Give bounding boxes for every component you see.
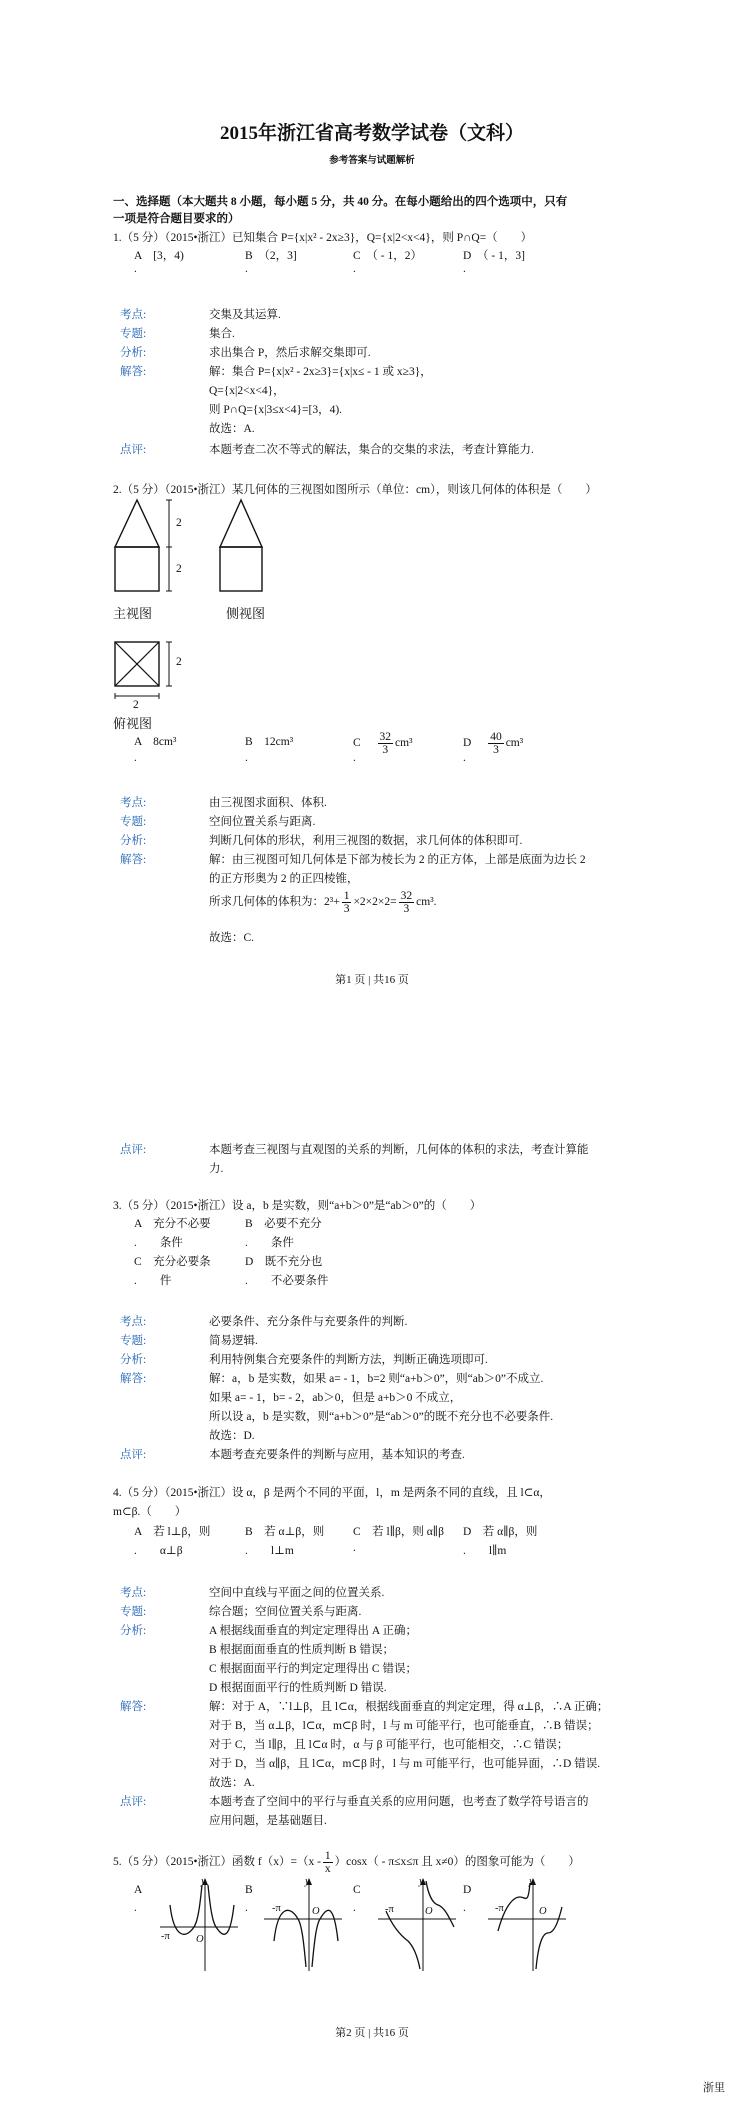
q2-volume-post: cm³.: [416, 896, 437, 909]
q2-side-view-figure: [218, 495, 278, 605]
q4-dianping-line2: 应用问题，是基础题目.: [209, 1815, 327, 1827]
q5-option-b-letter: B: [245, 1884, 253, 1896]
q2-front-dim-top: 2: [176, 517, 182, 529]
q4-jieda-line2: 对于 B，当 α⊥β，l⊂α，m⊂β 时，l 与 m 可能平行，也可能垂直，∴B 错误；: [209, 1720, 599, 1732]
q1-option-a: A [3，4): [134, 250, 184, 262]
front-view-triangle: [115, 500, 159, 547]
q2-top-view-label: 俯视图: [113, 717, 153, 732]
q4-fenxi-label: 分析:: [120, 1625, 147, 1637]
q4-fenxi-line1: A 根据线面垂直的判定定理得出 A 正确；: [209, 1625, 417, 1637]
q1-stem: 1.（5 分）（2015•浙江）已知集合 P={x|x² - 2x≥3}，Q={x|2<x<4}，则 P∩Q=（ ）: [113, 232, 533, 244]
q4-dianping-line1: 本题考查了空间中的平行与垂直关系的应用问题，也考查了数学符号语言的: [209, 1796, 589, 1808]
q2-option-c-fraction: [378, 731, 394, 756]
q4-jieda-line4: 对于 D，当 α∥β，且 l⊂α，m⊂β 时，l 与 m 可能平行，也可能异面，∴D 错误.: [209, 1758, 601, 1770]
q5-option-b-dot: .: [245, 1902, 248, 1914]
q4-option-c-line2: .: [353, 1542, 356, 1554]
q3-dianping: 本题考查充要条件的判断与应用，基本知识的考查.: [209, 1449, 465, 1461]
q5-stem-pre: 5.（5 分）（2015•浙江）函数 f（x）=（x -: [113, 1856, 321, 1869]
q2-dot-a: .: [134, 752, 137, 764]
q2-volume-den2: 3: [403, 903, 410, 915]
q2-jieda-line4: 故选：C.: [209, 932, 255, 944]
q2-dot-b: .: [245, 752, 248, 764]
q5-graph-c: [376, 1875, 458, 1975]
q4-stem-line1: 4.（5 分）（2015•浙江）设 α，β 是两个不同的平面，l，m 是两条不同的直线，且 l⊂α，: [113, 1487, 551, 1499]
q3-fenxi: 利用特例集合充要条件的判断方法，判断正确选项即可.: [209, 1354, 488, 1366]
q3-option-c-line2: . 件: [134, 1275, 172, 1287]
q2-kaodian: 由三视图求面积、体积.: [209, 797, 327, 809]
q3-option-c-line1: C 充分必要条: [134, 1256, 211, 1268]
q4-zhuanti: 综合题；空间位置关系与距离.: [209, 1606, 362, 1618]
graph-b-origin: O: [312, 1906, 320, 1917]
section-heading-line1: 一、选择题（本大题共 8 小题，每小题 5 分，共 40 分。在每小题给出的四个选项中，只有: [113, 196, 568, 208]
q3-kaodian: 必要条件、充分条件与充要条件的判断.: [209, 1316, 408, 1328]
side-view-square: [220, 547, 262, 591]
q3-kaodian-label: 考点:: [120, 1316, 147, 1328]
q5-graph-b: [262, 1875, 344, 1975]
q1-zhuanti: 集合.: [209, 328, 235, 340]
q1-option-d: D （ - 1，3]: [463, 250, 525, 262]
q1-jieda-line2: Q={x|2<x<4}，: [209, 385, 285, 397]
q5-option-d-letter: D: [463, 1884, 472, 1896]
q1-jieda-line3: 则 P∩Q={x|3≤x<4}=[3，4).: [209, 404, 343, 416]
q2-stem: 2.（5 分）（2015•浙江）某几何体的三视图如图所示（单位：cm），则该几何体的体积是（ ）: [113, 484, 597, 496]
q4-jieda-label: 解答:: [120, 1701, 147, 1713]
q1-dianping-label: 点评:: [120, 444, 147, 456]
graph-a-neg-pi: -π: [161, 1931, 170, 1942]
q4-fenxi-line2: B 根据面面垂直的性质判断 B 错误；: [209, 1644, 394, 1656]
q2-volume-frac1: [342, 890, 352, 915]
graph-d-origin: O: [539, 1906, 547, 1917]
q1-jieda-line4: 故选：A.: [209, 423, 255, 435]
q2-dianping-line1: 本题考查三视图与直观图的关系的判断，几何体的体积的求法，考查计算能: [209, 1144, 589, 1156]
q1-zhuanti-label: 专题:: [120, 328, 147, 340]
q4-option-d-line2: . l∥m: [463, 1545, 507, 1557]
q2-dot-d: .: [463, 752, 466, 764]
front-view-square: [115, 547, 159, 591]
side-view-triangle: [220, 500, 262, 547]
q2-jieda-label: 解答:: [120, 854, 147, 866]
q5-stem-fraction: [323, 1850, 333, 1875]
q2-volume-frac2: [399, 890, 415, 915]
q3-option-a-line2: . 条件: [134, 1237, 183, 1249]
page1-footer: 第1 页 | 共16 页: [335, 974, 409, 986]
q1-jieda-label: 解答:: [120, 366, 147, 378]
q1-kaodian-label: 考点:: [120, 309, 147, 321]
graph-c-origin: O: [425, 1906, 433, 1917]
corner-watermark: 浙里: [703, 2082, 725, 2094]
q2-zhuanti: 空间位置关系与距离.: [209, 816, 316, 828]
q4-dianping-label: 点评:: [120, 1796, 147, 1808]
q2-option-d-fraction: [488, 731, 504, 756]
q1-dot-a: .: [134, 263, 137, 275]
graph-b-y-label: y: [305, 1876, 310, 1887]
q1-dot-c: .: [353, 263, 356, 275]
q2-top-view-figure: [108, 638, 203, 718]
graph-c-left-branch: [386, 1911, 420, 1969]
q5-option-c-dot: .: [353, 1902, 356, 1914]
q2-jieda-line3: [209, 890, 437, 915]
q2-fenxi-label: 分析:: [120, 835, 147, 847]
q1-dot-d: .: [463, 263, 466, 275]
q3-jieda-line1: 解：a，b 是实数，如果 a= - 1，b=2 则“a+b＞0”，则“ab＞0”不成立.: [209, 1373, 544, 1385]
q2-option-d-num: 40: [490, 731, 502, 743]
q4-option-b-line1: B 若 α⊥β，则: [245, 1526, 325, 1538]
q3-jieda-line3: 所以设 a，b 是实数，则“a+b＞0”是“ab＞0”的既不充分也不必要条件.: [209, 1411, 554, 1423]
q4-jieda-line1: 解：对于 A，∵l⊥β，且 l⊂α，根据线面垂直的判定定理，得 α⊥β，∴A 正确；: [209, 1701, 609, 1713]
q2-option-c: [353, 731, 413, 756]
q1-option-b: B （2，3]: [245, 250, 297, 262]
q2-option-a: A 8cm³: [134, 736, 177, 748]
q5-stem-num: 1: [324, 1850, 331, 1862]
q3-option-d-line1: D 既不充分也: [245, 1256, 323, 1268]
q2-option-d-den: 3: [493, 744, 499, 756]
q4-kaodian: 空间中直线与平面之间的位置关系.: [209, 1587, 385, 1599]
q2-dianping-line2: 力.: [209, 1163, 224, 1175]
q2-option-d-unit: cm³: [505, 737, 524, 750]
q3-zhuanti-label: 专题:: [120, 1335, 147, 1347]
q5-graph-d: [486, 1875, 568, 1975]
graph-c-y-label: y: [419, 1876, 424, 1887]
q2-kaodian-label: 考点:: [120, 797, 147, 809]
graph-b-neg-pi: -π: [272, 1903, 281, 1914]
q1-dianping: 本题考查二次不等式的解法，集合的交集的求法，考查计算能力.: [209, 444, 534, 456]
q2-option-c-unit: cm³: [395, 737, 413, 750]
q1-fenxi: 求出集合 P，然后求解交集即可.: [209, 347, 371, 359]
q1-dot-b: .: [245, 263, 248, 275]
q5-stem: [113, 1850, 580, 1875]
graph-c-neg-pi: -π: [385, 1904, 394, 1915]
page2-footer: 第2 页 | 共16 页: [335, 2027, 409, 2039]
q2-volume-pre: 所求几何体的体积为：2³+: [209, 896, 340, 909]
q3-fenxi-label: 分析:: [120, 1354, 147, 1366]
q2-volume-mid: ×2×2×2=: [353, 896, 397, 909]
q2-jieda-line1: 解：由三视图可知几何体是下部为棱长为 2 的正方体，上部是底面为边长 2: [209, 854, 586, 866]
q2-volume-num2: 32: [400, 890, 413, 902]
q4-fenxi-line3: C 根据面面平行的判定定理得出 C 错误；: [209, 1663, 417, 1675]
q2-jieda-line2: 的正方形奥为 2 的正四棱锥，: [209, 873, 359, 885]
q3-dianping-label: 点评:: [120, 1449, 147, 1461]
q4-zhuanti-label: 专题:: [120, 1606, 147, 1618]
q2-dianping-label: 点评:: [120, 1144, 147, 1156]
q1-fenxi-label: 分析:: [120, 347, 147, 359]
q5-option-a-letter: A: [134, 1884, 143, 1896]
q3-option-b-line1: B 必要不充分: [245, 1218, 322, 1230]
graph-d-y-label: y: [529, 1876, 534, 1887]
graph-a-y-label: y: [201, 1876, 206, 1887]
q1-jieda-line1: 解：集合 P={x|x² - 2x≥3}={x|x≤ - 1 或 x≥3}，: [209, 366, 432, 378]
q2-option-c-num: 32: [379, 731, 392, 743]
q2-volume-den1: 3: [343, 903, 350, 915]
q4-stem-line2: m⊂β.（ ）: [113, 1506, 187, 1518]
q5-graph-a: [158, 1875, 240, 1975]
graph-a-origin: O: [196, 1934, 204, 1945]
graph-c-right-branch: [426, 1881, 454, 1927]
q2-option-d-letter: D: [463, 737, 472, 750]
q2-top-dim-bottom: 2: [133, 699, 139, 711]
q2-option-c-den: 3: [382, 744, 389, 756]
q4-kaodian-label: 考点:: [120, 1587, 147, 1599]
q4-option-b-line2: . l⊥m: [245, 1545, 294, 1557]
q4-jieda-line3: 对于 C，当 l∥β，且 l⊂α 时，α 与 β 可能平行，也可能相交，∴C 错误；: [209, 1739, 569, 1751]
q2-option-c-letter: C: [353, 737, 361, 750]
q3-option-d-line2: . 不必要条件: [245, 1275, 329, 1287]
q4-option-c-line1: C 若 l∥β，则 α∥β: [353, 1526, 444, 1538]
q5-option-a-dot: .: [134, 1902, 137, 1914]
q2-option-d: [463, 731, 523, 756]
q4-jieda-line5: 故选：A.: [209, 1777, 255, 1789]
q3-jieda-line4: 故选：D.: [209, 1430, 255, 1442]
q1-option-c: C （ - 1，2）: [353, 250, 422, 262]
q2-dot-c: .: [353, 752, 356, 764]
paper-subtitle: 参考答案与试题解析: [329, 156, 415, 166]
q2-top-dim-right: 2: [176, 656, 182, 668]
q2-fenxi: 判断几何体的形状，利用三视图的数据，求几何体的体积即可.: [209, 835, 523, 847]
q4-fenxi-line4: D 根据面面平行的性质判断 D 错误.: [209, 1682, 387, 1694]
paper-title: 2015年浙江省高考数学试卷（文科）: [219, 123, 524, 144]
q2-volume-num1: 1: [343, 890, 350, 902]
section-heading-line2: 一项是符合题目要求的）: [113, 213, 240, 225]
q3-option-b-line2: . 条件: [245, 1237, 294, 1249]
q4-option-a-line1: A 若 l⊥β，则: [134, 1526, 211, 1538]
q3-jieda-line2: 如果 a= - 1，b= - 2，ab＞0，但是 a+b＞0 不成立，: [209, 1392, 462, 1404]
q2-side-view-label: 侧视图: [226, 607, 266, 622]
q5-stem-den: x: [324, 1863, 331, 1875]
q2-front-view-figure: [108, 495, 203, 605]
q3-option-a-line1: A 充分不必要: [134, 1218, 211, 1230]
q1-kaodian: 交集及其运算.: [209, 309, 281, 321]
graph-d-neg-pi: -π: [495, 1903, 504, 1914]
q2-front-dim-bottom: 2: [176, 563, 182, 575]
q5-option-d-dot: .: [463, 1902, 466, 1914]
q3-stem: 3.（5 分）（2015•浙江）设 a，b 是实数，则“a+b＞0”是“ab＞0”的（ ）: [113, 1200, 482, 1212]
q3-jieda-label: 解答:: [120, 1373, 147, 1385]
q2-front-view-label: 主视图: [113, 607, 153, 622]
q5-stem-post: ）cosx（ - π≤x≤π 且 x≠0）的图象可能为（ ）: [334, 1856, 580, 1869]
q4-option-a-line2: . α⊥β: [134, 1545, 183, 1557]
q2-zhuanti-label: 专题:: [120, 816, 147, 828]
q4-option-d-line1: D 若 α∥β，则: [463, 1526, 538, 1538]
q5-option-c-letter: C: [353, 1884, 361, 1896]
q3-zhuanti: 简易逻辑.: [209, 1335, 258, 1347]
q2-option-b: B 12cm³: [245, 736, 294, 748]
